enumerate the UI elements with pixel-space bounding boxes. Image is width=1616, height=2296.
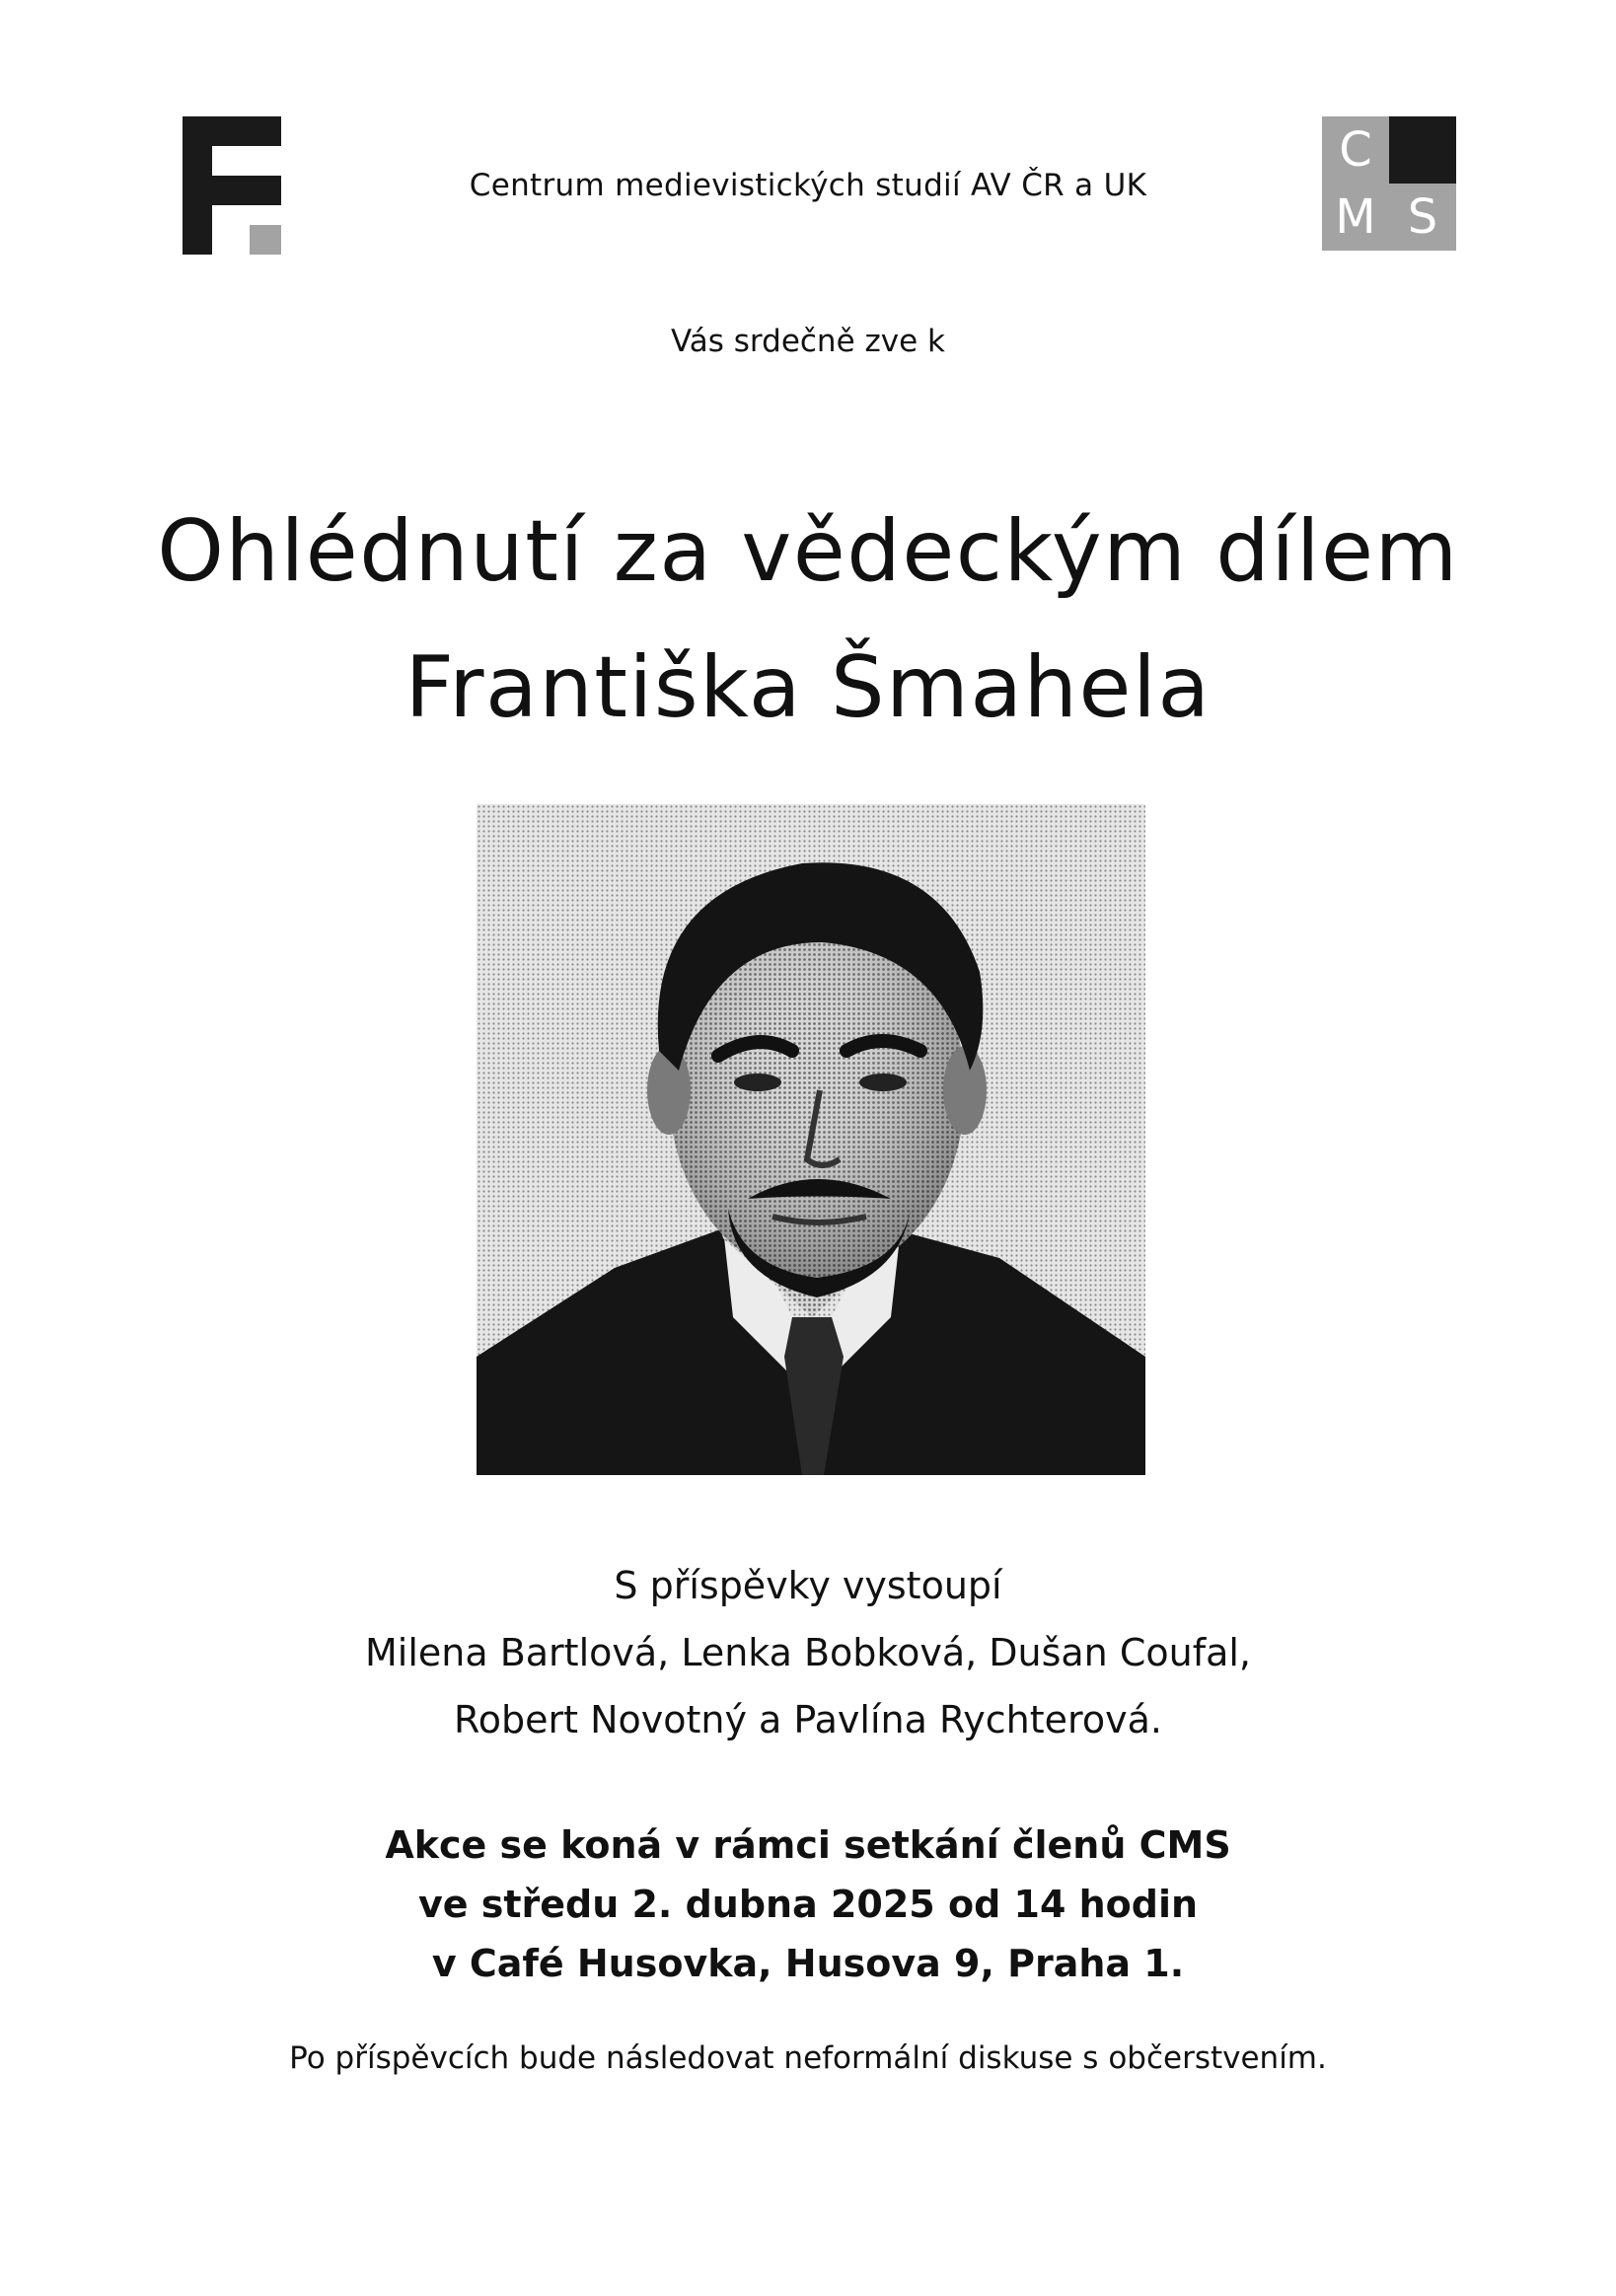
event-title (0, 483, 1616, 756)
event-location: v Café Husovka, Husova 9, Praha 1. (431, 1942, 1185, 1985)
cms-logo-letter-s: S (1407, 189, 1438, 245)
title-line-1: Ohlédnutí za vědeckým dílem (157, 502, 1459, 601)
invitation-line: Vás srdečně zve k (670, 324, 946, 359)
speakers-line-1: Milena Bartlová, Lenka Bobková, Dušan Coufal, (364, 1631, 1252, 1674)
portrait-photo-icon (477, 804, 1145, 1475)
institution-name: Centrum medievistických studií AV ČR a UK (469, 168, 1147, 203)
event-details (0, 1815, 1616, 1993)
cms-logo (1322, 116, 1456, 251)
title-line-2: Františka Šmahela (404, 638, 1212, 737)
speakers-line-2: Robert Novotný a Pavlína Rychterová. (454, 1698, 1162, 1741)
closing-note: Po příspěvcích bude následovat neformální diskuse s občerstvením. (289, 2040, 1327, 2076)
speakers-block (0, 1552, 1616, 1753)
event-line-1: Akce se koná v rámci setkání členů CMS (385, 1823, 1231, 1867)
speakers-intro: S příspěvky vystoupí (614, 1564, 1002, 1607)
event-date-time: ve středu 2. dubna 2025 od 14 hodin (417, 1883, 1199, 1926)
cms-logo-letter-m: M (1335, 189, 1376, 245)
cms-logo-letter-c: C (1339, 122, 1372, 178)
